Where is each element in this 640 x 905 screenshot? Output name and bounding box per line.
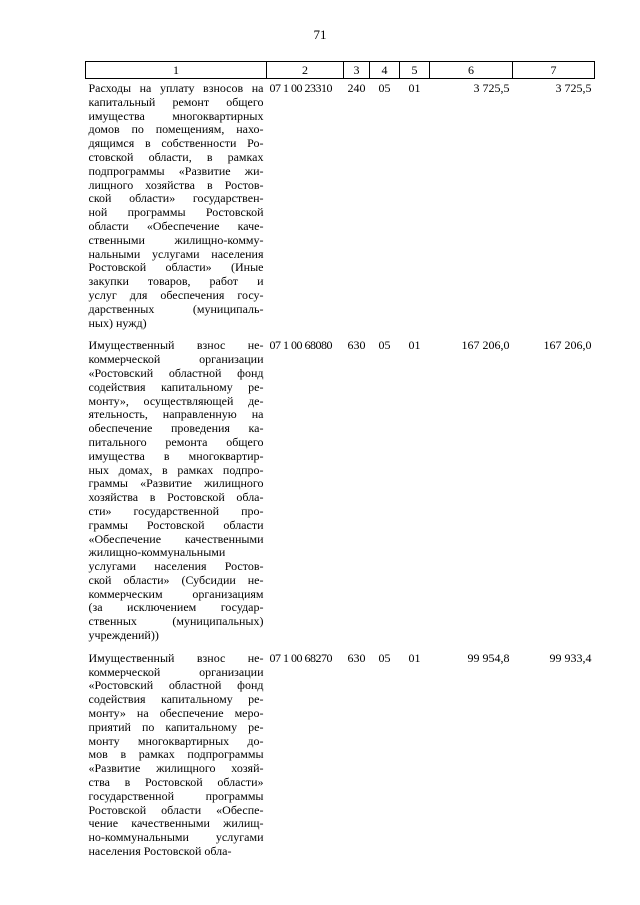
description-line: ской области» государствен-	[88, 191, 264, 206]
column-header-6: 6	[430, 62, 513, 79]
description-line: ных) нужд)	[88, 315, 147, 330]
row-amount-col6: 3 725,5	[473, 81, 510, 95]
column-header-3: 3	[344, 62, 370, 79]
description-line: Имущественный взнос не-	[88, 650, 264, 665]
description-line: мов в рамках подпрограммы	[88, 747, 264, 762]
description-line: лищного хозяйства в Ростов-	[88, 177, 264, 192]
row-amount-col6: 99 954,8	[467, 650, 510, 665]
row-target-article-code: 07 1 00 68080	[269, 338, 332, 353]
header-row	[86, 62, 595, 79]
description-line: имущества в многоквартир-	[88, 448, 264, 463]
description-line: но-коммунальными услугами	[88, 830, 264, 845]
description-line: Ростовской области «Обеспе-	[88, 802, 264, 817]
row-amount-col6: 167 206,0	[461, 338, 510, 353]
row-subsection: 01	[408, 81, 421, 95]
row-description	[86, 79, 267, 337]
description-line: граммы «Развитие жилищного	[88, 476, 264, 491]
description-line: капитальный ремонт общего	[88, 94, 264, 109]
description-line: ятельность, направленную на	[88, 407, 264, 422]
row-section: 05	[378, 81, 391, 95]
description-line: монту» на обеспечение меро-	[88, 706, 264, 721]
description-line: закупки товаров, работ и	[88, 274, 264, 289]
description-line: «Ростовский областной фонд	[88, 365, 264, 380]
description-line: хозяйства в Ростовской обла-	[88, 490, 264, 505]
row-subsection: 01	[408, 338, 421, 353]
description-line: монту», осуществляющей де-	[88, 393, 264, 408]
column-header-4: 4	[370, 62, 400, 79]
description-line: ской области» (Субсидии не-	[88, 572, 264, 587]
row-subsection: 01	[408, 650, 421, 665]
description-line: нальными услугами населения	[88, 246, 264, 261]
row-amount-col7: 3 725,5	[555, 81, 592, 95]
description-line: коммерческой организации	[88, 664, 264, 679]
description-line: питального ремонта общего	[88, 434, 264, 449]
page-number: 71	[313, 27, 327, 42]
budget-table	[85, 61, 595, 865]
description-line: чение качественными жилищ-	[88, 816, 264, 831]
row-target-article-code: 07 1 00 68270	[269, 650, 332, 665]
column-header-5: 5	[400, 62, 430, 79]
row-expense-type: 630	[347, 650, 366, 665]
description-line: сти» государственной про-	[88, 503, 264, 518]
description-line: обеспечение проведения ка-	[88, 421, 264, 436]
description-line: подпрограммы «Развитие жи-	[88, 163, 264, 178]
description-line: услуг для обеспечения госу-	[88, 287, 264, 302]
column-header-7: 7	[513, 62, 595, 79]
description-line: Имущественный взнос не-	[88, 338, 264, 353]
description-line: населения Ростовской обла-	[88, 844, 232, 859]
column-header-2: 2	[267, 62, 344, 79]
row-amount-col7: 167 206,0	[543, 338, 592, 353]
description-line: имущества многоквартирных	[88, 108, 264, 123]
description-line: ной программы Ростовской	[88, 205, 264, 220]
row-description	[86, 649, 267, 865]
description-line: жилищно-коммунальными	[88, 545, 226, 560]
description-line: ства в Ростовской области»	[88, 775, 264, 790]
description-line: «Развитие жилищного хозяй-	[88, 761, 264, 776]
table-row	[86, 649, 595, 865]
description-line: граммы Ростовской области	[88, 517, 264, 532]
description-line: стовской области, в рамках	[88, 149, 264, 164]
description-line: государственной программы	[88, 788, 264, 803]
description-line: содействия капитальному ре-	[88, 692, 264, 707]
description-line: Расходы на уплату взносов на	[88, 81, 264, 95]
row-target-article-code: 07 1 00 23310	[269, 81, 332, 95]
description-line: «Ростовский областной фонд	[88, 678, 264, 693]
description-line: «Обеспечение качественными	[88, 531, 264, 546]
column-header-1: 1	[86, 62, 267, 79]
description-line: (за исключением государ-	[88, 600, 264, 615]
description-line: Ростовской области» (Иные	[88, 260, 264, 275]
description-line: приятий по капитальному ре-	[88, 719, 264, 734]
description-line: коммерческим организациям	[88, 586, 264, 601]
description-line: учреждений))	[88, 628, 159, 643]
description-line: дарственных (муниципаль-	[88, 301, 264, 316]
row-section: 05	[378, 650, 391, 665]
description-line: содействия капитальному ре-	[88, 379, 264, 394]
row-section: 05	[378, 338, 391, 353]
table-row	[86, 336, 595, 649]
description-line: ственных (муниципальных)	[88, 614, 264, 629]
description-line: домов по помещениям, нахо-	[88, 122, 264, 137]
description-line: дящимся в собственности Ро-	[88, 136, 264, 151]
description-line: ственными жилищно-комму-	[88, 232, 264, 247]
description-line: области «Обеспечение каче-	[88, 218, 264, 233]
row-expense-type: 240	[347, 81, 366, 95]
row-amount-col7: 99 933,4	[549, 650, 592, 665]
description-line: коммерческой организации	[88, 352, 264, 367]
row-expense-type: 630	[347, 338, 366, 353]
row-description	[86, 336, 267, 649]
table-row	[86, 79, 595, 337]
description-line: монту многоквартирных до-	[88, 733, 264, 748]
description-line: услугами населения Ростов-	[88, 559, 264, 574]
description-line: ных домах, в рамках подпро-	[88, 462, 264, 477]
